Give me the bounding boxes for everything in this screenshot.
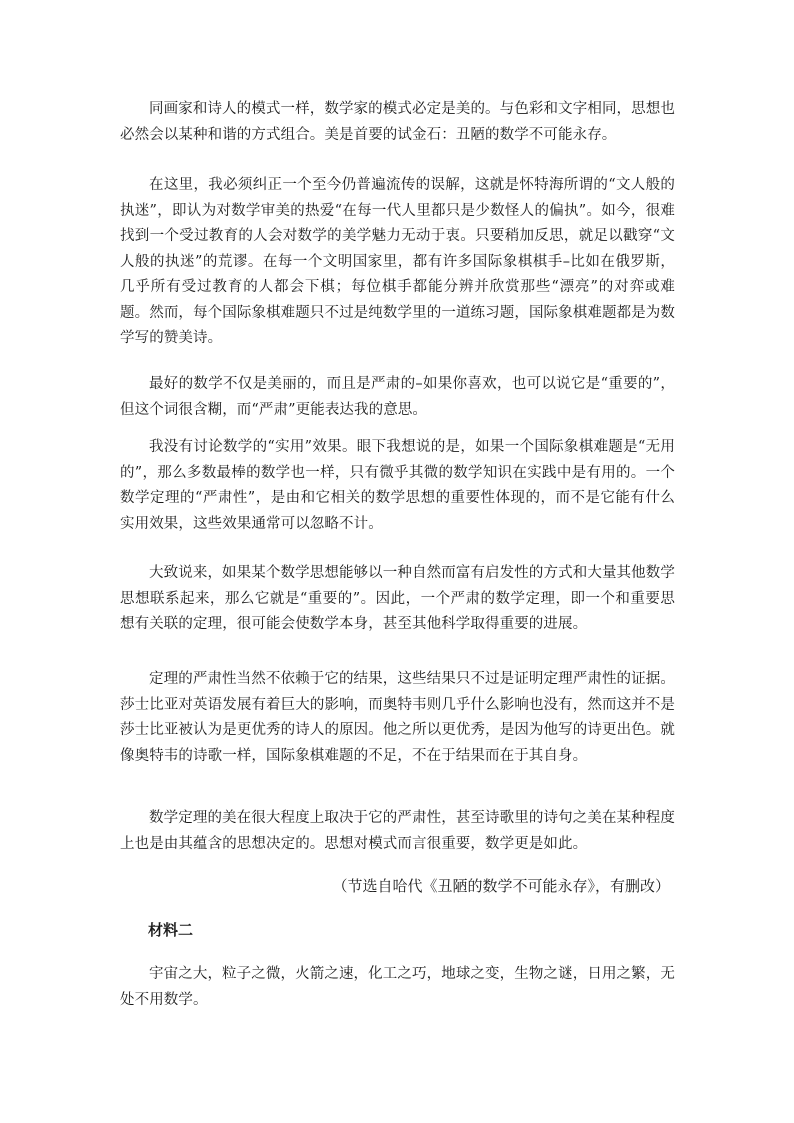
paragraph-6: 定理的严肃性当然不依赖于它的结果，这些结果只不过是证明定理严肃性的证据。莎士比亚对英语发展有着巨大的影响，而奥特韦则几乎什么影响也没有，然而这并不是莎士比亚被认为是更优秀的诗人的原因。他之所以更优秀，是因为他写的诗更出色。就像奥特韦的诗歌一样，国际象棋难题的不足，不在于结果而在于其自身。: [120, 671, 675, 764]
material-two-paragraph: 宇宙之大，粒子之微，火箭之速，化工之巧，地球之变，生物之谜，日用之繁，无处不用数学。: [120, 966, 675, 1008]
paragraph-3: 最好的数学不仅是美丽的，而且是严肃的–如果你喜欢，也可以说它是“重要的”，但这个词很含糊，而“严肃”更能表达我的意思。: [120, 376, 675, 418]
source-note: （节选自哈代《丑陋的数学不可能永存》，有删改）: [332, 877, 670, 895]
paragraph-7: 数学定理的美在很大程度上取决于它的严肃性，甚至诗歌里的诗句之美在某种程度上也是由其蕴含的思想决定的。思想对模式而言很重要，数学更是如此。: [120, 810, 675, 852]
paragraph-1: 同画家和诗人的模式一样，数学家的模式必定是美的。与色彩和文字相同，思想也必然会以某种和谐的方式组合。美是首要的试金石：丑陋的数学不可能永存。: [120, 101, 675, 143]
paragraph-2: 在这里，我必须纠正一个至今仍普遍流传的误解，这就是怀特海所谓的“文人般的执迷”，即认为对数学审美的热爱“在每一代人里都只是少数怪人的偏执”。如今，很难找到一个受过教育的人会对数学的美学魅力无动于衷。只要稍加反思，就足以戳穿“文人般的执迷”的荒谬。在每一个文明国家里，都有许多国际象棋棋手–比如在俄罗斯，几乎所有受过教育的人都会下棋；每位棋手都能分辨并欣赏那些“漂亮”的对弈或难题。然而，每个国际象棋难题只不过是纯数学里的一道练习题，国际象棋难题都是为数学写的赞美诗。: [120, 177, 675, 346]
section-heading: 材料二: [148, 921, 194, 939]
paragraph-5: 大致说来，如果某个数学思想能够以一种自然而富有启发性的方式和大量其他数学思想联系起来，那么它就是“重要的”。因此，一个严肃的数学定理，即一个和重要思想有关联的定理，很可能会使数学本身，甚至其他科学取得重要的进展。: [120, 565, 675, 632]
paragraph-4: 我没有讨论数学的“实用”效果。眼下我想说的是，如果一个国际象棋难题是“无用的”，那么多数最棒的数学也一样，只有微乎其微的数学知识在实践中是有用的。一个数学定理的“严肃性”，是由和它相关的数学思想的重要性体现的，而不是它能有什么实用效果，这些效果通常可以忽略不计。: [120, 439, 675, 532]
